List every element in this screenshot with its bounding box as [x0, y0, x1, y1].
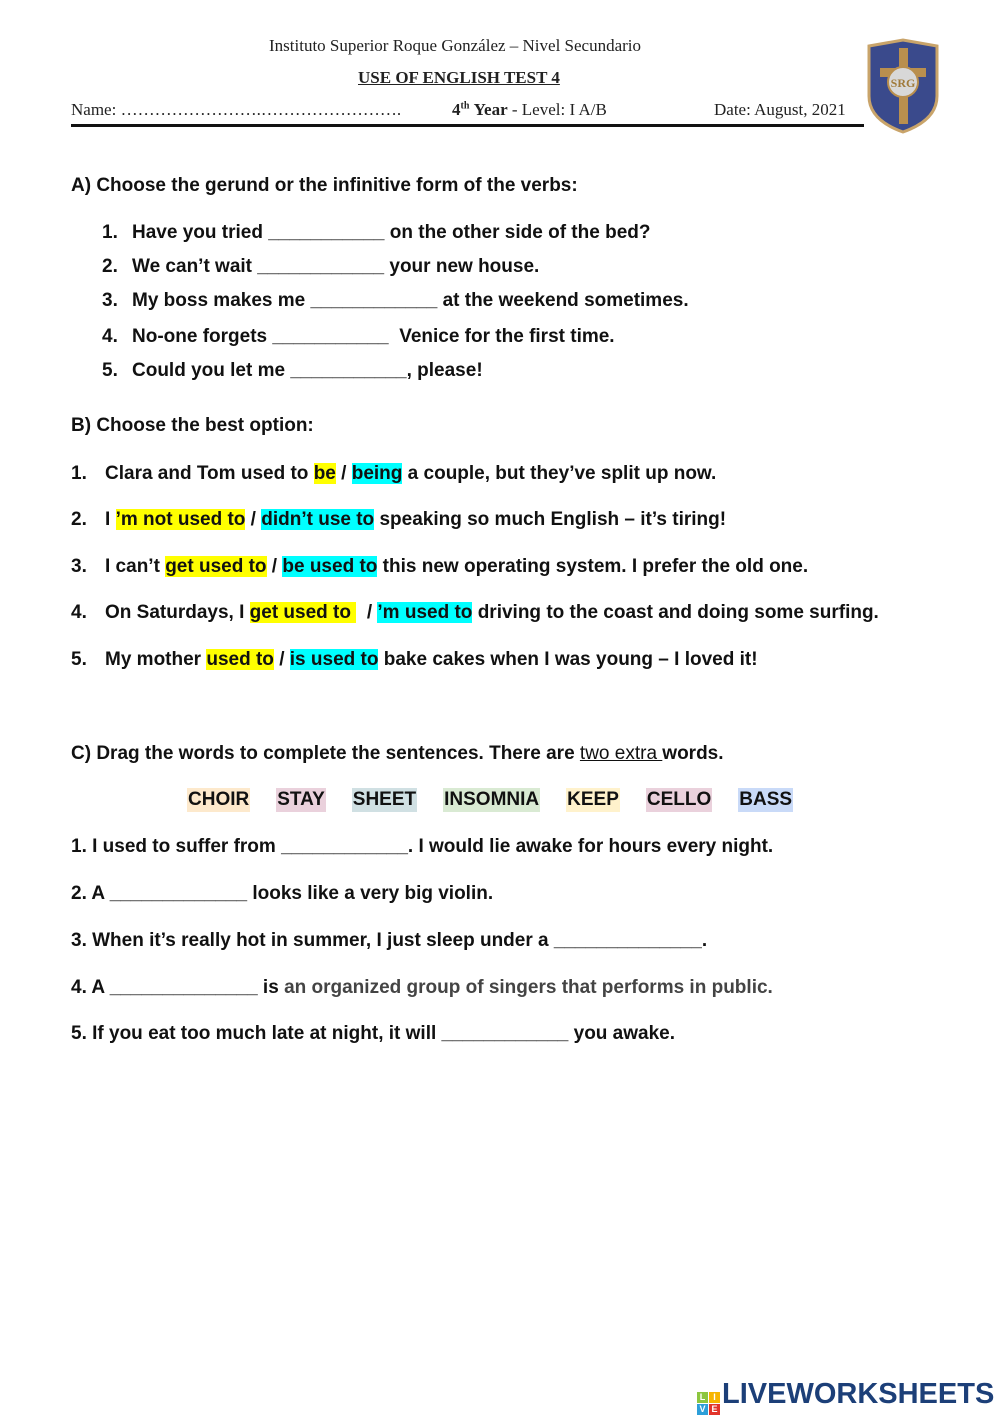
item-text: driving to the coast and doing some surfing.: [472, 602, 879, 623]
item-text: you awake.: [568, 1023, 676, 1044]
item-text: Venice for the first time.: [388, 326, 615, 347]
header-divider: [71, 124, 864, 127]
level: - Level: I A/B: [507, 100, 607, 119]
item-number: 5.: [102, 360, 118, 381]
year-num: 4: [452, 100, 461, 119]
section-a-heading: A) Choose the gerund or the infinitive form of the verbs:: [71, 175, 578, 196]
option-1[interactable]: used to: [206, 649, 274, 670]
school-crest-logo: [866, 38, 940, 134]
answer-blank[interactable]: ____________: [310, 290, 438, 311]
option-1[interactable]: get used to: [249, 602, 357, 623]
institution-name: Instituto Superior Roque González – Nivel Secundario: [269, 36, 642, 55]
draggable-word-bass[interactable]: BASS: [739, 789, 793, 810]
option-separator: /: [266, 556, 283, 577]
year-level: [452, 100, 607, 120]
question-a-2: [102, 255, 539, 279]
drop-zone-blank[interactable]: ____________: [441, 1023, 569, 1044]
item-text: Could you let me: [132, 360, 291, 381]
item-text: Have you tried: [132, 222, 269, 243]
item-text: I can’t: [105, 556, 166, 577]
question-b-3: [71, 555, 808, 579]
question-b-1: [71, 462, 716, 486]
question-b-4: [71, 601, 879, 625]
item-text: 2. A: [71, 883, 110, 904]
question-a-4: [102, 325, 615, 349]
question-c-4: [71, 976, 773, 1000]
year-sup: th: [460, 100, 470, 112]
item-text: My boss makes me: [132, 290, 311, 311]
item-number: 2.: [71, 509, 87, 530]
item-text: . I would lie awake for hours every night.: [407, 836, 774, 857]
item-text: speaking so much English – it’s tiring!: [374, 509, 727, 530]
item-number: 5.: [71, 649, 87, 670]
heading-text-end: words.: [662, 743, 724, 764]
question-c-2: [71, 882, 493, 906]
option-2[interactable]: didn’t use to: [261, 509, 375, 530]
item-number: 1.: [102, 222, 118, 243]
item-text: a couple, but they’ve split up now.: [402, 463, 717, 484]
draggable-word-stay[interactable]: STAY: [277, 789, 325, 810]
option-separator: /: [245, 509, 262, 530]
date: Date: August, 2021: [714, 100, 846, 119]
word-bank: [187, 788, 819, 812]
item-text: On Saturdays, I: [105, 602, 250, 623]
item-number: 1.: [71, 463, 87, 484]
answer-blank[interactable]: ___________: [272, 326, 389, 347]
section-c-heading: [71, 742, 724, 766]
option-1[interactable]: get used to: [165, 556, 267, 577]
heading-text: C) Drag the words to complete the sentences. There are: [71, 743, 580, 764]
answer-blank[interactable]: ___________: [290, 360, 407, 381]
item-text: I: [105, 509, 116, 530]
item-text: your new house.: [384, 256, 540, 277]
live-badge-icon: L I V E: [697, 1392, 720, 1415]
answer-blank[interactable]: ___________: [268, 222, 385, 243]
item-number: 3.: [71, 556, 87, 577]
question-c-3: [71, 929, 707, 953]
item-text: this new operating system. I prefer the old one.: [377, 556, 809, 577]
draggable-word-insomnia[interactable]: INSOMNIA: [444, 789, 540, 810]
question-a-1: [102, 221, 650, 245]
item-text: looks like a very big violin.: [247, 883, 494, 904]
item-number: 4.: [71, 602, 87, 623]
question-c-5: [71, 1022, 675, 1046]
svg-text:SRG: SRG: [890, 76, 916, 90]
item-text: bake cakes when I was young – I loved it!: [378, 649, 758, 670]
option-2[interactable]: ’m used to: [377, 602, 473, 623]
option-2[interactable]: being: [351, 463, 403, 484]
item-text: 5. If you eat too much late at night, it will: [71, 1023, 442, 1044]
draggable-word-choir[interactable]: CHOIR: [188, 789, 250, 810]
page-title: USE OF ENGLISH TEST 4: [358, 68, 560, 87]
question-b-5: [71, 648, 758, 672]
drop-zone-blank[interactable]: ____________: [281, 836, 408, 857]
draggable-word-sheet[interactable]: SHEET: [352, 789, 417, 810]
brand-name: LIVEWORKSHEETS: [722, 1378, 995, 1410]
name-label: Name: …………………….…………………….: [71, 100, 402, 119]
option-2[interactable]: be used to: [282, 556, 378, 577]
year-word: Year: [473, 100, 508, 119]
heading-underlined: two extra: [579, 743, 663, 764]
option-1[interactable]: ’m not used to: [115, 509, 246, 530]
option-separator: /: [356, 602, 378, 623]
item-number: 4.: [102, 326, 118, 347]
drop-zone-blank[interactable]: ______________: [109, 977, 258, 998]
item-text: on the other side of the bed?: [384, 222, 651, 243]
item-text: Clara and Tom used to: [105, 463, 314, 484]
item-text: 1. I used to suffer from: [71, 836, 282, 857]
item-text: We can’t wait: [132, 256, 258, 277]
item-number: 3.: [102, 290, 118, 311]
option-2[interactable]: is used to: [289, 649, 379, 670]
option-separator: /: [273, 649, 290, 670]
item-text: , please!: [406, 360, 483, 381]
liveworksheets-logo: [697, 1378, 994, 1415]
item-text: No-one forgets: [132, 326, 273, 347]
answer-blank[interactable]: ____________: [257, 256, 385, 277]
item-text: .: [701, 930, 708, 951]
drop-zone-blank[interactable]: _____________: [109, 883, 248, 904]
draggable-word-cello[interactable]: CELLO: [646, 789, 712, 810]
question-b-2: [71, 508, 726, 532]
drop-zone-blank[interactable]: ______________: [553, 930, 702, 951]
item-text: 4. A: [71, 977, 110, 998]
question-c-1: [71, 835, 773, 859]
draggable-word-keep[interactable]: KEEP: [567, 789, 619, 810]
item-text: at the weekend sometimes.: [437, 290, 689, 311]
question-a-3: [102, 289, 689, 313]
item-text: 3. When it’s really hot in summer, I just sleep under a: [71, 930, 554, 951]
option-separator: /: [335, 463, 352, 484]
item-text-definition: an organized group of singers that performs in public.: [284, 977, 773, 998]
section-b-heading: B) Choose the best option:: [71, 415, 314, 436]
item-text: My mother: [105, 649, 207, 670]
item-text: is: [257, 977, 285, 998]
item-number: 2.: [102, 256, 118, 277]
question-a-5: [102, 359, 483, 383]
option-1[interactable]: be: [313, 463, 336, 484]
